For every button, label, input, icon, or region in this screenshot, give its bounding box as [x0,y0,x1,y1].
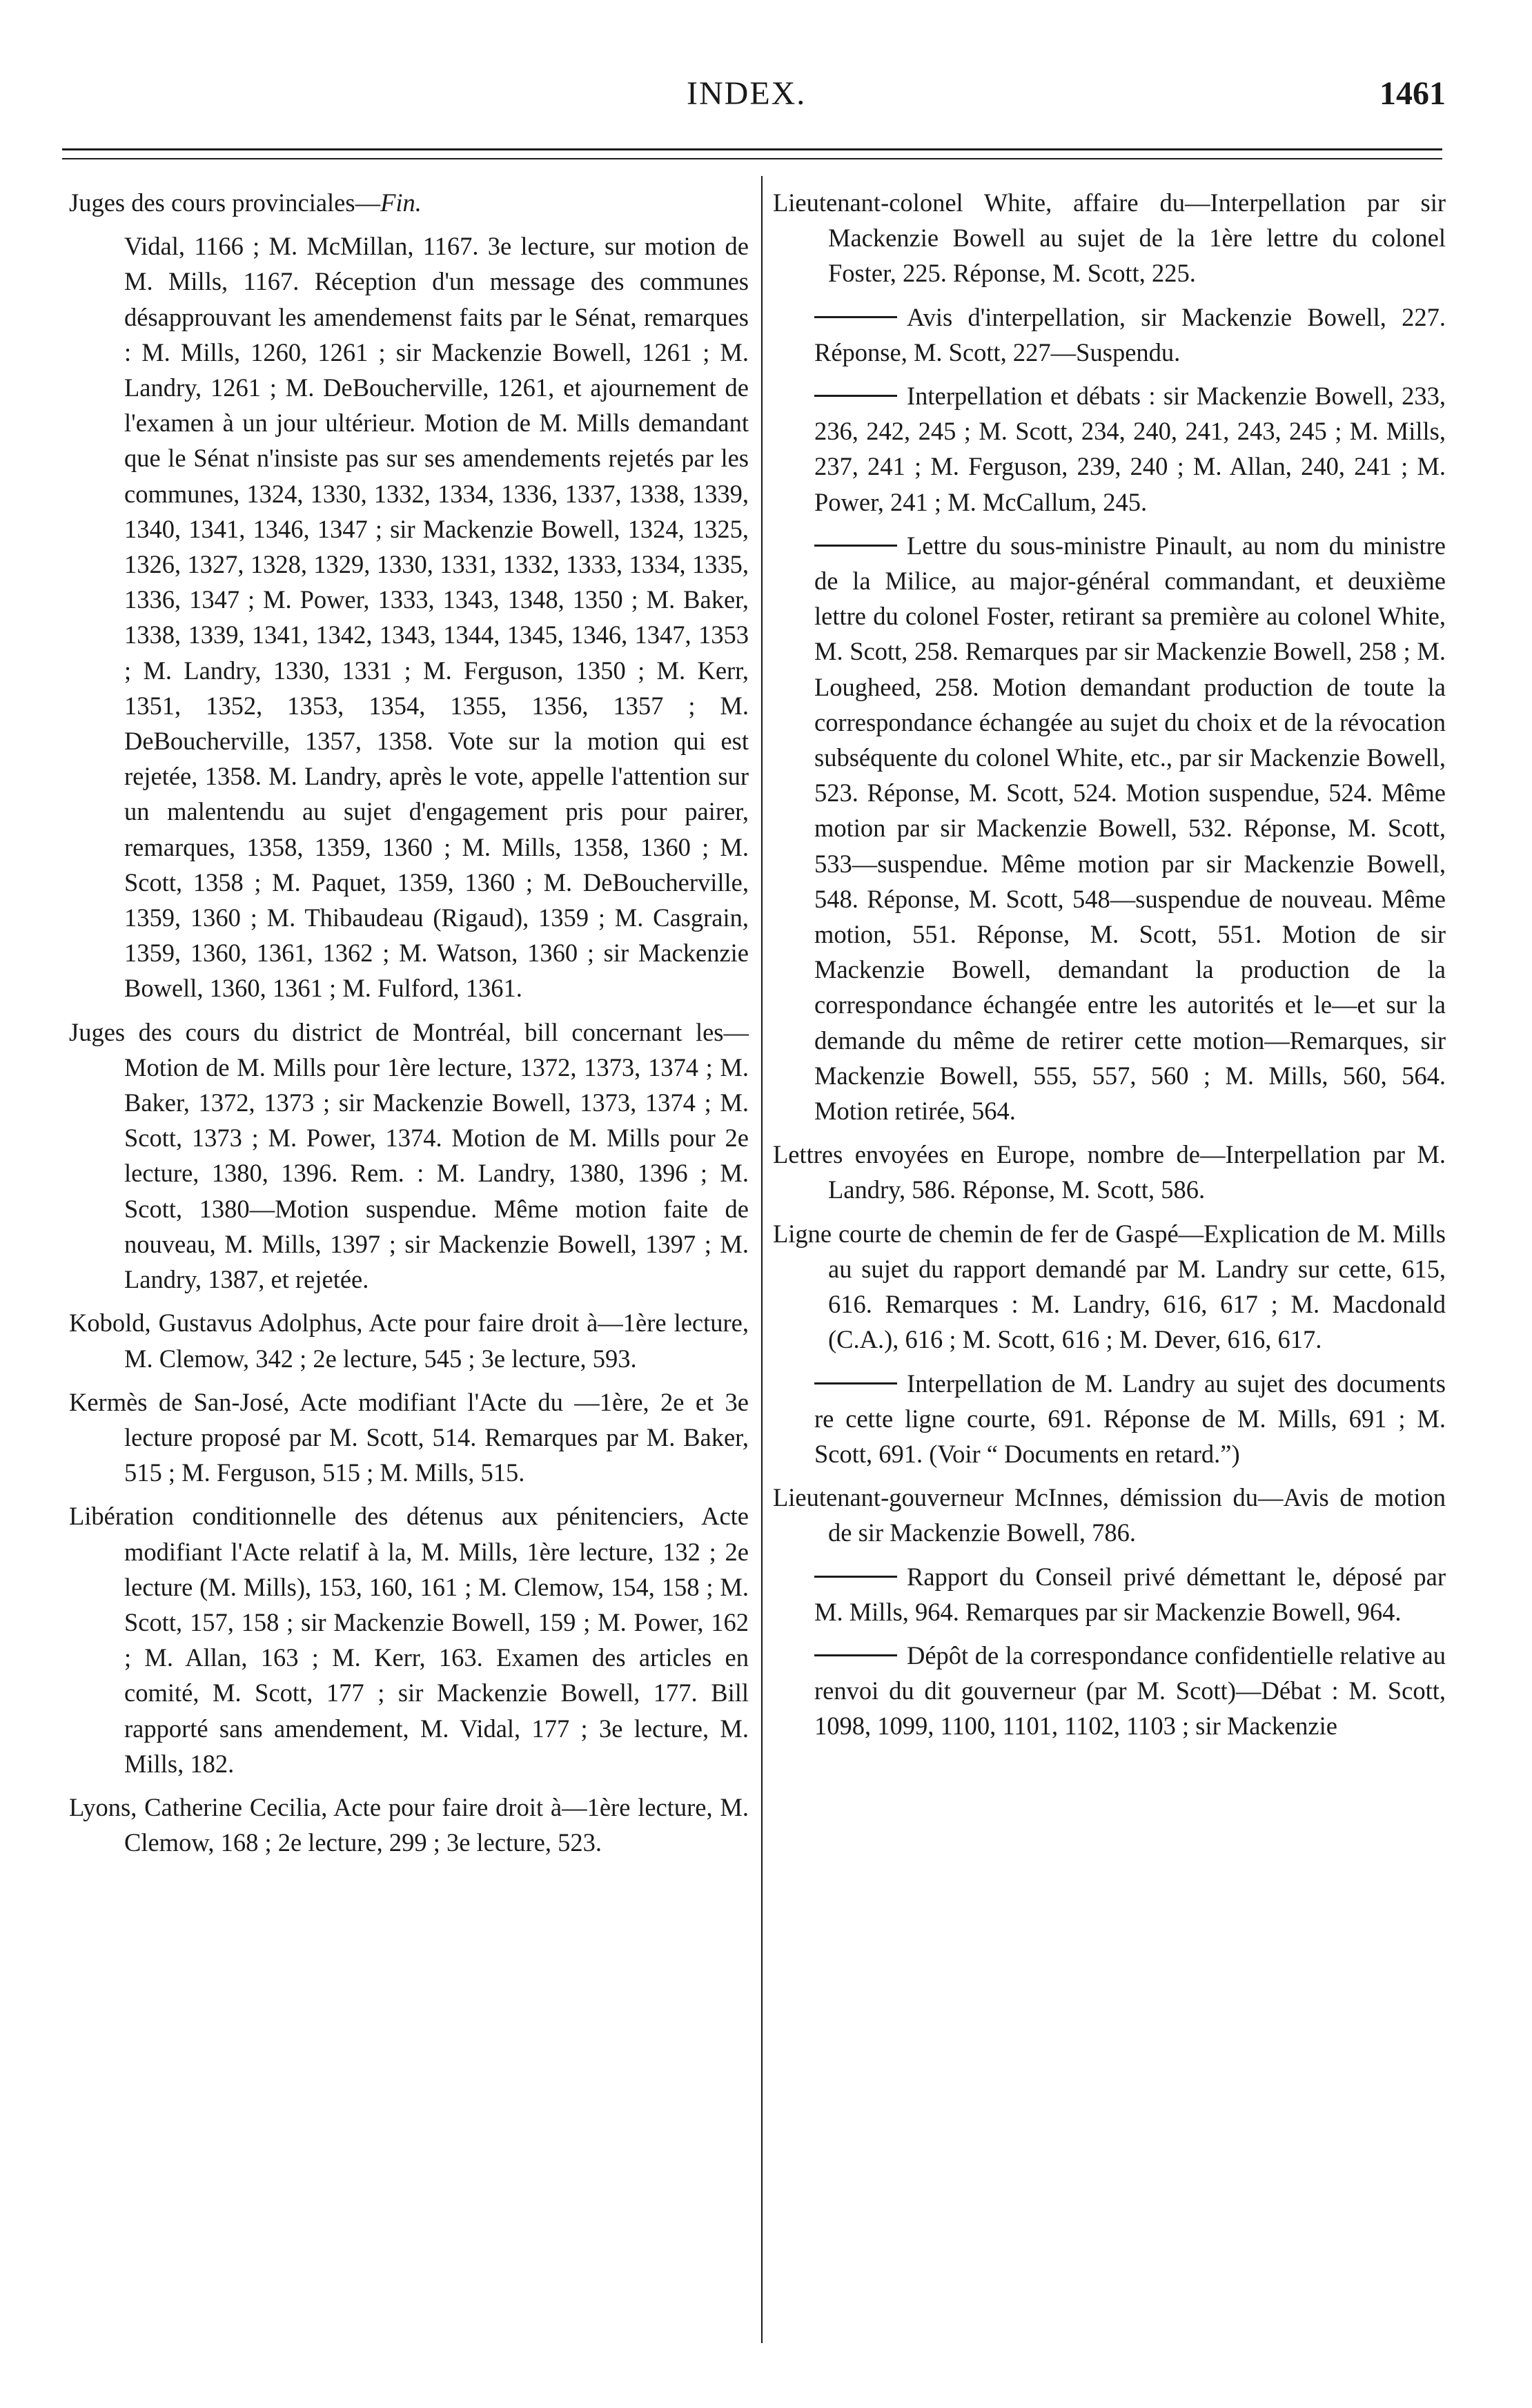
subentry-text: Avis d'interpellation, sir Mackenzie Bowell, 227. Réponse, M. Scott, 227—Suspendu. [814,302,1446,366]
entry-heading: Juges des cours provinciales— [69,188,381,217]
right-column [773,185,1446,1752]
index-entry: Lettres envoyées en Europe, nombre de—Interpellation par M. Landry, 586. Réponse, M. Scott, 586. [773,1140,1446,1204]
index-entry: Ligne courte de chemin de fer de Gaspé—Explication de M. Mills au sujet du rapport demandé par M. Landry sur cette, 615, 616. Remarques : M. Landry, 616, 617 ; M. Macdonald (C.A.), 616 ; M. Scott, 616 ; M. Dever, 616, 617. [773,1219,1446,1354]
index-subentry [773,1559,1446,1629]
subentry-text: Lettre du sous-ministre Pinault, au nom du ministre de la Milice, au major-général commandant, et deuxième lettre du colonel Foster, retirant sa première au colonel White, M. Scott, 258. Remarques par sir Mackenzie Bowell, 258 ; M. Lougheed, 258. Motion demandant production de toute la correspondance échangée au sujet du choix et de la révocation subséquente du colonel White, etc., par sir Mackenzie Bowell, 523. Réponse, M. Scott, 524. Motion suspendue, 524. Même motion par sir Mackenzie Bowell, 532. Réponse, M. Scott, 533—suspendue. Même motion par sir Mackenzie Bowell, 548. Réponse, M. Scott, 548—suspendue de nouveau. Même motion, 551. Réponse, M. Scott, 551. Motion de sir Mackenzie Bowell, demandant la production de la correspondance échangée entre les autorités et le—et sur la demande du même de retirer cette motion—Remarques, sir Mackenzie Bowell, 555, 557, 560 ; M. Mills, 560, 564. Motion retirée, 564. [814,531,1446,1126]
subentry-text: Dépôt de la correspondance confidentielle relative au renvoi du dit gouverneur (par M. Scott)—Débat : M. Scott, 1098, 1099, 1100, 1101, 1102, 1103 ; sir Mackenzie [814,1641,1446,1741]
page-header [0,0,1532,159]
ditto-dash [814,545,897,547]
page-number: 1461 [1379,75,1446,112]
index-subentry [773,1638,1446,1744]
index-subentry [773,528,1446,1128]
ditto-dash [814,1576,897,1578]
subentry-text: Rapport du Conseil privé démettant le, déposé par M. Mills, 964. Remarques par sir Mackenzie Bowell, 964. [814,1562,1446,1626]
index-subentry [773,300,1446,370]
ditto-dash [814,1654,897,1656]
header-rule-thin [62,158,1442,159]
ditto-dash [814,395,897,397]
index-entry: Juges des cours du district de Montréal, bill concernant les—Motion de M. Mills pour 1ère lecture, 1372, 1373, 1374 ; M. Baker, 1372, 1373 ; sir Mackenzie Bowell, 1373, 1374 ; M. Scott, 1373 ; M. Power, 1374. Motion de M. Mills pour 2e lecture, 1380, 1396. Rem. : M. Landry, 1380, 1396 ; M. Scott, 1380—Motion suspendue. Même motion faite de nouveau, M. Mills, 1397 ; sir Mackenzie Bowell, 1397 ; M. Landry, 1387, et rejetée. [69,1017,749,1294]
ditto-dash [814,1382,897,1384]
subentry-text: Interpellation de M. Landry au sujet des documents re cette ligne courte, 691. Réponse de M. Mills, 691 ; M. Scott, 691. (Voir “ Documents en retard.”) [814,1369,1446,1468]
index-entry: Lyons, Catherine Cecilia, Acte pour faire droit à—1ère lecture, M. Clemow, 168 ; 2e lecture, 299 ; 3e lecture, 523. [69,1792,749,1857]
index-subentry [773,378,1446,520]
index-entry-continuation: Vidal, 1166 ; M. McMillan, 1167. 3e lecture, sur motion de M. Mills, 1167. Réception d'un message des communes désapprouvant les amendemenst faits par le Sénat, remarques : M. Mills, 1260, 1261 ; sir Mackenzie Bowell, 1261 ; M. Landry, 1261 ; M. DeBoucherville, 1261, et ajournement de l'examen à un jour ultérieur. Motion de M. Mills demandant que le Sénat n'insiste pas sur ses amendements rejetés par les communes, 1324, 1330, 1332, 1334, 1336, 1337, 1338, 1339, 1340, 1341, 1346, 1347 ; sir Mackenzie Bowell, 1324, 1325, 1326, 1327, 1328, 1329, 1330, 1331, 1332, 1333, 1334, 1335, 1336, 1347 ; M. Power, 1333, 1343, 1348, 1350 ; M. Baker, 1338, 1339, 1341, 1342, 1343, 1344, 1345, 1346, 1347, 1353 ; M. Landry, 1330, 1331 ; M. Ferguson, 1350 ; M. Kerr, 1351, 1352, 1353, 1354, 1355, 1356, 1357 ; M. DeBoucherville, 1357, 1358. Vote sur la motion qui est rejetée, 1358. M. Landry, après le vote, appelle l'attention sur un malentendu au sujet d'engagement pris pour pairer, remarques, 1358, 1359, 1360 ; M. Mills, 1358, 1360 ; M. Scott, 1358 ; M. Paquet, 1359, 1360 ; M. DeBoucherville, 1359, 1360 ; M. Thibaudeau (Rigaud), 1359 ; M. Casgrain, 1359, 1360, 1361, 1362 ; M. Watson, 1360 ; sir Mackenzie Bowell, 1360, 1361 ; M. Fulford, 1361. [124,232,749,1003]
subentry-text: Interpellation et débats : sir Mackenzie Bowell, 233, 236, 242, 245 ; M. Scott, 234, 240, 241, 243, 245 ; M. Mills, 237, 241 ; M. Ferguson, 239, 240 ; M. Allan, 240, 241 ; M. Power, 241 ; M. McCallum, 245. [814,382,1446,516]
index-entry: Kobold, Gustavus Adolphus, Acte pour faire droit à—1ère lecture, M. Clemow, 342 ; 2e lecture, 545 ; 3e lecture, 593. [69,1309,749,1373]
index-entry: Lieutenant-gouverneur McInnes, démission du—Avis de motion de sir Mackenzie Bowell, 786. [773,1483,1446,1547]
index-subentry [773,1366,1446,1472]
left-column [69,185,749,1868]
entry-heading-suffix: Fin. [380,188,422,217]
index-entry: Libération conditionnelle des détenus aux pénitenciers, Acte modifiant l'Acte relatif à la, M. Mills, 1ère lecture, 132 ; 2e lecture (M. Mills), 153, 160, 161 ; M. Clemow, 154, 158 ; M. Scott, 157, 158 ; sir Mackenzie Bowell, 159 ; M. Power, 162 ; M. Allan, 163 ; M. Kerr, 163. Examen des articles en comité, M. Scott, 177 ; sir Mackenzie Bowell, 177. Bill rapporté sans amendement, M. Vidal, 177 ; 3e lecture, M. Mills, 182. [69,1502,749,1778]
header-rule [62,148,1442,150]
ditto-dash [814,316,897,318]
column-divider [761,176,763,2343]
running-title: INDEX. [687,75,807,112]
index-entry [69,185,749,220]
index-entry: Kermès de San-José, Acte modifiant l'Acte du —1ère, 2e et 3e lecture proposé par M. Scott, 514. Remarques par M. Baker, 515 ; M. Ferguson, 515 ; M. Mills, 515. [69,1387,749,1487]
index-entry: Lieutenant-colonel White, affaire du—Interpellation par sir Mackenzie Bowell au sujet de la 1ère lettre du colonel Foster, 225. Réponse, M. Scott, 225. [773,188,1446,288]
